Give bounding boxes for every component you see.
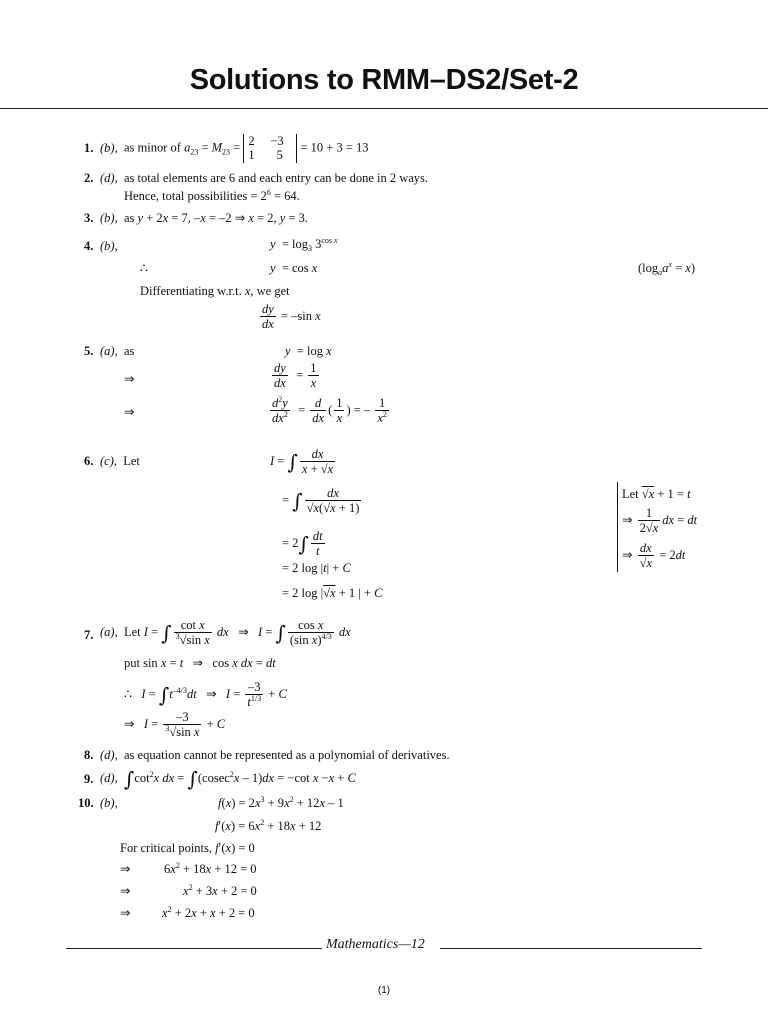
footer-rule-left xyxy=(66,948,322,949)
q4-number: 4. xyxy=(84,239,94,253)
q6-step5: = 2 log |√x + 1 | + C xyxy=(282,586,383,600)
q4-line2: y = cos x xyxy=(270,261,318,275)
q10-arrow1: ⇒ xyxy=(120,862,131,876)
q3-number: 3. xyxy=(84,211,94,225)
q2-answer: (d), xyxy=(100,171,118,185)
q5-arrow1: ⇒ xyxy=(124,372,135,386)
q7-line3: ⇒ I = $\frac{-3}{^3√\sin x}$ + C xyxy=(124,710,226,740)
q10-arrow3: ⇒ xyxy=(120,906,131,920)
title-rule xyxy=(0,108,768,109)
footer-subject: Mathematics—12 xyxy=(326,937,425,952)
q6-step1: I = ∫ $\frac{dx}{x + √x}$ xyxy=(270,447,334,477)
q10-s2: $x^2 + 3x + 2 = 0$ xyxy=(183,883,257,898)
page-number: (1) xyxy=(377,985,391,996)
q1-number: 1. xyxy=(84,141,94,155)
q4-line1: $y = \log_3 3^{cos x}$ xyxy=(270,236,338,253)
q9-text: (d), $\int\cot^2x$ dx = ∫(cosec$^2$x – 1)dx = −cot x −x + C xyxy=(100,767,356,791)
q4-deriv: $\frac{dy}{dx}$ = –sin x xyxy=(262,302,321,332)
q6-number: 6. xyxy=(84,454,94,468)
q1-determinant: 2 −3 1 5 xyxy=(243,134,297,163)
q6-step3: = 2∫ $\frac{dt}{t}$ xyxy=(282,529,323,559)
q2-line1: as total elements are 6 and each entry can be done in 2 ways. xyxy=(124,171,429,185)
q6-side3: ⇒ $\frac{dx}{√x}$ = 2dt xyxy=(622,541,686,571)
q4-therefore: ∴ xyxy=(140,261,148,275)
q8-text: as equation cannot be represented as a polynomial of derivatives. xyxy=(124,748,450,762)
q10-answer: (b), xyxy=(100,796,118,810)
q7-put: put sin x = t ⇒ cos x dx = dt xyxy=(124,656,276,670)
q7-line1: (a), Let I = ∫ $\frac{\text{cot x}}{^3√\sin x}$ dx ⇒ I = ∫ $\frac{\text{cos x}}{(\sin x)^{4/3}}$ dx xyxy=(100,618,351,648)
q10-fp: $f'(x) = 6x^2 + 18x + 12$ xyxy=(215,818,322,833)
q5-deriv1: $\frac{dy}{dx}$ = $\frac{1}{x}$ xyxy=(274,361,317,391)
q7-number: 7. xyxy=(84,628,94,642)
q10-crit: For critical points, f′(x) = 0 xyxy=(120,841,255,855)
q2-line2: Hence, total possibilities = $2^6 = 64$. xyxy=(124,188,300,203)
q5-arrow2: ⇒ xyxy=(124,405,135,419)
q10-number: 10. xyxy=(78,796,94,810)
q10-arrow2: ⇒ xyxy=(120,884,131,898)
q10-s3: $x^2 + 2x + x + 2 = 0$ xyxy=(162,905,255,920)
q6-side2: ⇒ $\frac{1}{2√x}$ dx = dt xyxy=(622,506,698,536)
q1-expression: as minor of $a_{23} = M_{23} = 2 -3$ 1 5 = 10 + 3 = 13 xyxy=(124,134,369,163)
q5-number: 5. xyxy=(84,344,94,358)
q4-diff: Differentiating w.r.t. x, we get xyxy=(140,284,290,298)
q9-number: 9. xyxy=(84,772,94,786)
q10-s1: $6x^2 + 18x + 12 = 0$ xyxy=(164,861,257,876)
q6-step4: = 2 log |t| + C xyxy=(282,561,351,575)
q8-answer: (d), xyxy=(100,748,118,762)
q6-step2: = ∫ $\frac{dx}{√x(√x + 1)}$ xyxy=(282,486,360,516)
q2-number: 2. xyxy=(84,171,94,185)
q10-f: $f(x) = 2x^3 + 9x^2 + 12x - 1$ xyxy=(218,795,344,810)
q7-line2: ∴ $I = \int t^{-4/3}dt$ ⇒ I = $\frac{-3}{t^{1/3}}$ + C xyxy=(124,680,287,710)
q5-deriv2: $\frac{d^2y}{dx^2}$ = $\frac{d}{dx}$ ( $\frac{1}{x}$ ) = – $\frac{1}{x^2}$ xyxy=(272,395,387,426)
q3-text: as y + 2x = 7, –x = –2 ⇒ x = 2, y = 3. xyxy=(124,211,309,225)
q6-side-bar xyxy=(617,482,618,572)
q5-answer: (a), as xyxy=(100,344,135,358)
q6-answer: (c), Let xyxy=(100,454,140,468)
q8-number: 8. xyxy=(84,748,94,762)
footer-rule-right xyxy=(440,948,702,949)
q5-line1: y = log x xyxy=(285,344,332,358)
q6-side1: Let √x + 1 = t xyxy=(622,487,691,501)
q3-answer: (b), xyxy=(100,211,118,225)
q4-answer: (b), xyxy=(100,239,118,253)
q4-note: $(\log_aa^x = x)$ xyxy=(638,260,695,277)
page-title: Solutions to RMM–DS2/Set-2 xyxy=(189,64,579,96)
q1-answer: (b), xyxy=(100,141,118,155)
